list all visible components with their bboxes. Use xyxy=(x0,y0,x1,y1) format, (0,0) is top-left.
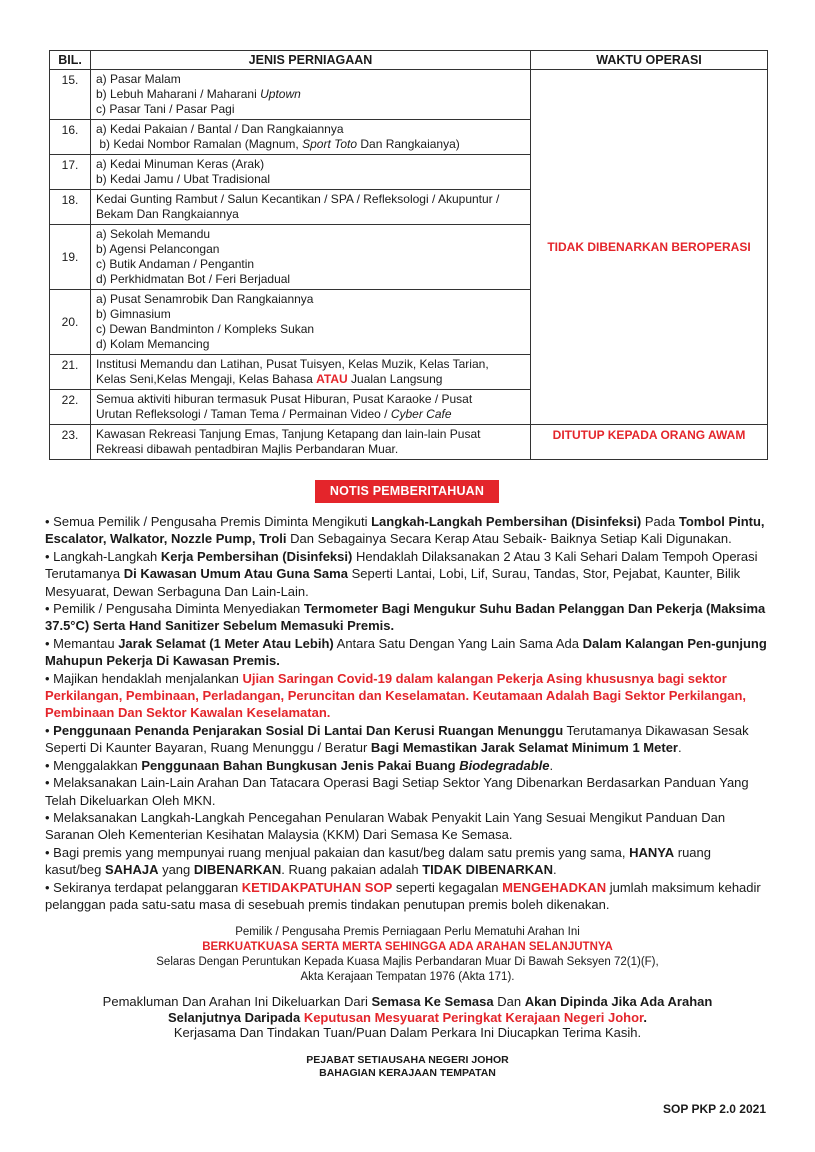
bullet-bold: TIDAK DIBENARKAN xyxy=(422,862,553,878)
table-header-row xyxy=(50,51,768,70)
bullet-bold: Penggunaan Penanda Penjarakan Sosial Di Lantai Dan Kerusi Ruangan Menunggu xyxy=(53,722,564,738)
row-description xyxy=(91,70,531,120)
office-division: BAHAGIAN KERAJAAN TEMPATAN xyxy=(319,1067,496,1079)
bullet-text: Dan Sebagainya Secara Kerap Atau Sebaik- Baiknya Setiap Kali Digunakan. xyxy=(286,531,732,547)
notice-title-badge: NOTIS PEMBERITAHUAN xyxy=(315,480,499,503)
notice-bullet xyxy=(45,635,770,670)
row-line: a) Kedai Pakaian / Bantal / Dan Rangkaiannya xyxy=(96,122,344,136)
bullet-text: • Memantau xyxy=(45,635,119,651)
row-number: 15. xyxy=(50,70,91,120)
announce-line: Kerjasama Dan Tindakan Tuan/Puan Dalam Perkara Ini Diucapkan Terima Kasih. xyxy=(173,1025,642,1041)
bullet-text: yang xyxy=(158,862,194,878)
row-line: a) Sekolah Memandu xyxy=(96,227,211,241)
row-line: c) Butik Andaman / Pengantin xyxy=(96,257,255,271)
bullet-text: Seperti Lantai, Lobi, Lif, Surau, Tandas, Stor, Pejabat, Kaunter, Bilik Mesyuarat, Dewan Serbaguna Dan Lain-Lain. xyxy=(45,566,741,599)
notice-bullet xyxy=(45,670,770,722)
row-number: 22. xyxy=(50,390,91,425)
bullet-highlight: Ujian Saringan Covid-19 dalam kalangan Pekerja Asing khususnya bagi sektor Perkilangan, Pembinaan, Perladangan, Peruncitan dan Keselamatan xyxy=(45,670,727,704)
row-line-italic: Sport Toto xyxy=(302,137,358,151)
row-line: d) Kolam Memancing xyxy=(96,337,210,351)
row-line: Kedai Gunting Rambut / Salun Kecantikan / SPA / Refleksologi / Akupuntur / xyxy=(96,192,500,206)
issuing-office xyxy=(45,1054,770,1080)
row-line: b) Gimnasium xyxy=(96,307,171,321)
sop-reference: SOP PKP 2.0 2021 xyxy=(663,1102,766,1116)
notice-bullet xyxy=(45,513,770,548)
row-line: Institusi Memandu dan Latihan, Pusat Tuisyen, Kelas Muzik, Kelas Tarian, xyxy=(96,357,489,371)
row-description xyxy=(91,120,531,155)
row-line-text: Urutan Refleksologi / Taman Tema / Permainan Video / xyxy=(96,407,391,421)
row-description xyxy=(91,155,531,190)
bullet-highlight: Keutamaan Adalah Bagi Sektor Perkilangan, Pembinaan Dan Sektor Kawalan Keselamatan. xyxy=(45,688,747,721)
row-line: Bekam Dan Rangkaiannya xyxy=(96,207,239,221)
bullet-bold: HANYA xyxy=(629,844,675,860)
row-line-italic: Uptown xyxy=(260,87,301,101)
notice-bullet xyxy=(45,879,770,914)
row-line: a) Kedai Minuman Keras (Arak) xyxy=(96,157,265,171)
table-row xyxy=(50,425,768,460)
bullet-text: . Ruang pakaian adalah xyxy=(281,862,423,878)
row-line: Semua aktiviti hiburan termasuk Pusat Hiburan, Pusat Karaoke / Pusat xyxy=(96,392,473,406)
bullet-bold: Di Kawasan Umum Atau Guna Sama xyxy=(123,566,348,582)
bullet-text: • Menggalakkan xyxy=(45,757,142,773)
notice-bullet: • Melaksanakan Langkah-Langkah Pencegahan Penularan Wabak Penyakit Lain Yang Sesuai Mengikut Panduan Dan Saranan Oleh Kementerian Kesihatan Malaysia (KKM) Dari Semasa Ke Semasa. xyxy=(45,809,726,843)
bullet-text: . xyxy=(549,757,554,773)
bullet-text: • Semua Pemilik / Pengusaha Premis Diminta Mengikuti xyxy=(45,514,372,529)
bullet-text: . xyxy=(677,740,682,756)
header-jenis-perniagaan: JENIS PERNIAGAAN xyxy=(91,51,531,70)
bullet-bold: DIBENARKAN xyxy=(193,862,282,878)
bullet-text: jumlah maksimum kehadir pelanggan pada satu-satu masa di sesebuah premis tindakan penutupan premis boleh dikenakan. xyxy=(45,879,761,912)
bullet-text: • Majikan hendaklah menjalankan xyxy=(45,670,243,686)
notice-bullet: • Melaksanakan Lain-Lain Arahan Dan Tatacara Operasi Bagi Setiap Sektor Yang Dibenarkan Berdasarkan Panduan Yang Telah Dikeluarkan Oleh MKN. xyxy=(45,775,749,808)
row-number: 18. xyxy=(50,190,91,225)
announce-bold: Akan Dipinda Jika Ada Arahan xyxy=(524,994,713,1009)
bullet-text: . xyxy=(552,862,557,878)
row-description xyxy=(91,390,531,425)
row-description xyxy=(91,225,531,290)
bullet-bold: Dalam Kalangan Pen-gunjung Mahupun Pekerja Di Kawasan Premis. xyxy=(45,635,767,669)
row-line: Kawasan Rekreasi Tanjung Emas, Tanjung Ketapang dan lain-lain Pusat xyxy=(96,427,481,441)
bullet-text: seperti kegagalan xyxy=(392,879,503,895)
announce-line xyxy=(45,1010,770,1026)
bullet-bold: SAHAJA xyxy=(105,862,159,878)
row-description xyxy=(91,190,531,225)
bullet-text: • Pemilik / Pengusaha Diminta Menyediakan xyxy=(45,601,304,617)
bullet-text: • xyxy=(45,722,54,738)
bullet-text: Pada xyxy=(641,514,679,529)
bullet-highlight: . xyxy=(465,688,473,704)
row-number: 16. xyxy=(50,120,91,155)
row-line-text: b) Kedai Nombor Ramalan (Magnum, xyxy=(96,137,303,151)
row-line xyxy=(96,372,526,387)
legal-line: Akta Kerajaan Tempatan 1976 (Akta 171). xyxy=(300,971,515,983)
row-description xyxy=(91,355,531,390)
bullet-text: Antara Satu Dengan Yang Lain Sama Ada xyxy=(333,635,583,651)
bullet-bold: Tombol Pintu, Escalator, Walkator, Nozzle Pump, Troli xyxy=(45,514,765,547)
announce-bold: Selanjutnya Daripada xyxy=(167,1009,304,1025)
row-line: c) Dewan Bandminton / Kompleks Sukan xyxy=(96,322,315,336)
row-line xyxy=(96,407,526,422)
row-line-text: Jualan Langsung xyxy=(347,372,443,386)
row-line xyxy=(96,137,526,152)
row-line-text: Dan Rangkaianya) xyxy=(357,137,460,151)
notice-bullet xyxy=(45,600,770,635)
announce-line xyxy=(45,994,770,1010)
bullet-bold: Kerja Pembersihan (Disinfeksi) xyxy=(160,548,353,564)
row-number: 19. xyxy=(50,225,91,290)
row-line xyxy=(96,87,526,102)
row-line-highlight: ATAU xyxy=(316,372,348,386)
office-name: PEJABAT SETIAUSAHA NEGERI JOHOR xyxy=(306,1054,509,1066)
legal-effective-line: BERKUATKUASA SERTA MERTA SEHINGGA ADA ARAHAN SELANJUTNYA xyxy=(202,941,613,953)
status-not-allowed: TIDAK DIBENARKAN BEROPERASI xyxy=(531,70,768,425)
operations-table xyxy=(49,50,768,460)
bullet-text: Hendaklah Dilaksanakan 2 Atau 3 Kali Sehari Dalam Tempoh Operasi Terutamanya xyxy=(45,548,758,582)
row-line: Rekreasi dibawah pentadbiran Majlis Perbandaran Muar. xyxy=(96,442,399,456)
legal-line: Selaras Dengan Peruntukan Kepada Kuasa Majlis Perbandaran Muar Di Bawah Seksyen 72(1)(F), xyxy=(156,956,659,968)
bullet-bold-italic: Biodegradable xyxy=(459,757,550,773)
bullet-bold: Penggunaan Bahan Bungkusan Jenis Pakai Buang xyxy=(141,757,460,773)
announce-text: Dan xyxy=(493,994,525,1009)
notice-bullets xyxy=(45,513,770,913)
row-number: 21. xyxy=(50,355,91,390)
notice-bullet xyxy=(45,548,770,600)
bullet-highlight: KETIDAKPATUHAN SOP xyxy=(241,879,393,895)
row-line: a) Pusat Senamrobik Dan Rangkaiannya xyxy=(96,292,314,306)
bullet-bold: Jarak Selamat (1 Meter Atau Lebih) xyxy=(118,635,334,651)
row-number: 23. xyxy=(50,425,91,460)
bullet-text: ruang kasut/beg xyxy=(45,844,711,878)
bullet-bold: Termometer Bagi Mengukur Suhu Badan Pelanggan Dan Pekerja (Maksima 37.5°C) Serta Hand Sanitizer Sebelum Memasuki Premis. xyxy=(45,601,766,634)
bullet-bold: Langkah-Langkah Pembersihan (Disinfeksi) xyxy=(371,514,642,529)
notice-bullet xyxy=(45,722,770,757)
row-line-italic: Cyber Cafe xyxy=(390,407,452,421)
row-line: c) Pasar Tani / Pasar Pagi xyxy=(96,102,235,116)
status-closed: DITUTUP KEPADA ORANG AWAM xyxy=(531,425,768,460)
legal-statement xyxy=(45,925,770,985)
bullet-highlight: MENGEHADKAN xyxy=(502,879,607,895)
bullet-text: • Bagi premis yang mempunyai ruang menjual pakaian dan kasut/beg dalam satu premis yang sama, xyxy=(45,844,630,860)
row-line: b) Agensi Pelancongan xyxy=(96,242,220,256)
bullet-text: • Sekiranya terdapat pelanggaran xyxy=(45,879,242,895)
bullet-text: Terutamanya Dikawasan Sesak Seperti Di Kaunter Bayaran, Ruang Menunggu / Beratur xyxy=(45,722,749,756)
notice-bullet xyxy=(45,844,770,879)
announce-text: Pemakluman Dan Arahan Ini Dikeluarkan Dari xyxy=(102,994,372,1009)
header-bil: BIL. xyxy=(50,51,91,70)
announce-bold: . xyxy=(643,1009,647,1025)
row-description xyxy=(91,425,531,460)
row-line-text: b) Lebuh Maharani / Maharani xyxy=(96,87,261,101)
bullet-bold: Bagi Memastikan Jarak Selamat Minimum 1 Meter xyxy=(370,740,678,756)
row-line: d) Perkhidmatan Bot / Feri Berjadual xyxy=(96,272,291,286)
row-description xyxy=(91,290,531,355)
row-number: 17. xyxy=(50,155,91,190)
announce-highlight: Keputusan Mesyuarat Peringkat Kerajaan Negeri Johor xyxy=(303,1009,644,1025)
legal-line: Pemilik / Pengusaha Premis Perniagaan Perlu Mematuhi Arahan Ini xyxy=(235,926,580,938)
bullet-text: • Langkah-Langkah xyxy=(45,548,161,564)
table-row xyxy=(50,70,768,120)
announce-bold: Semasa Ke Semasa xyxy=(371,994,494,1009)
row-line-text: Kelas Seni,Kelas Mengaji, Kelas Bahasa xyxy=(96,372,317,386)
header-waktu-operasi: WAKTU OPERASI xyxy=(531,51,768,70)
row-line: b) Kedai Jamu / Ubat Tradisional xyxy=(96,172,271,186)
announcement xyxy=(45,994,770,1041)
row-line: a) Pasar Malam xyxy=(96,72,181,86)
row-number: 20. xyxy=(50,290,91,355)
notice-bullet xyxy=(45,757,770,774)
